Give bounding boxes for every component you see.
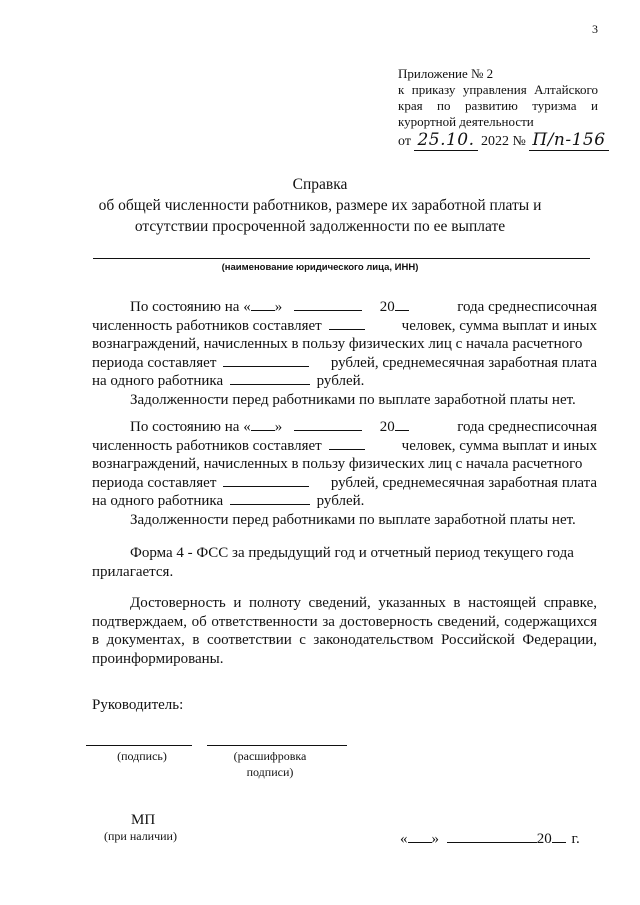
text: » xyxy=(431,831,439,847)
text: » xyxy=(274,419,283,435)
reliability-line-1: Достоверность и полноту сведений, указанных в настоящей справке, xyxy=(130,595,597,611)
blank-year xyxy=(395,418,409,431)
blank-employees xyxy=(329,437,365,450)
text: на одного работника xyxy=(92,373,224,389)
form4-line-1: Форма 4 - ФСС за предыдущий год и отчетный период текущего года xyxy=(130,545,574,561)
info-block-2 xyxy=(92,418,597,529)
annex-line-2: края по развитию туризма и xyxy=(398,98,598,113)
block2-line-5 xyxy=(92,492,597,511)
text: » xyxy=(274,299,283,315)
text: численность работников составляет xyxy=(92,317,322,334)
text: периода составляет xyxy=(92,474,217,491)
blank-month xyxy=(294,298,362,311)
annex-date-handwritten: 25.10. xyxy=(414,130,477,151)
document-title xyxy=(0,174,640,237)
reliability-line-2: подтверждаем, об ответственности за достоверность сведений, содержащихся xyxy=(92,613,597,630)
annex-number-handwritten: П/п-156 xyxy=(529,130,608,151)
annex-header xyxy=(398,66,606,150)
blank-employees xyxy=(329,317,365,330)
text: 20 xyxy=(379,299,395,315)
text: рублей, среднемесячная заработная плата xyxy=(330,354,597,371)
text: « xyxy=(400,831,408,847)
blank-avg-salary xyxy=(230,372,310,385)
block1-line-6: Задолженности перед работниками по выплате заработной платы нет. xyxy=(130,391,576,408)
text: года среднесписочная xyxy=(457,419,597,435)
text: г. xyxy=(571,831,580,847)
title-line-2: об общей численности работников, размере их заработной платы и xyxy=(98,197,542,214)
block1-line-2 xyxy=(92,317,597,336)
annex-date-line xyxy=(398,130,606,150)
block2-line-6: Задолженности перед работниками по выплате заработной платы нет. xyxy=(130,511,576,528)
blank-year xyxy=(395,298,409,311)
page-number: 3 xyxy=(592,22,598,36)
text: По состоянию на « xyxy=(130,299,251,315)
entity-name-line xyxy=(93,258,590,259)
text: периода составляет xyxy=(92,354,217,371)
annex-number-sign: № xyxy=(512,134,526,149)
form4-paragraph xyxy=(92,544,597,581)
blank-payments xyxy=(223,474,309,487)
signature-caption: (подпись) xyxy=(117,749,167,763)
reliability-line-4: проинформированы. xyxy=(92,650,224,667)
stamp-note: (при наличии) xyxy=(104,829,177,843)
block2-line-4 xyxy=(92,474,597,493)
block2-line-1 xyxy=(92,418,597,437)
decoding-caption-line-1: (расшифровка xyxy=(233,749,307,763)
text: на одного работника xyxy=(92,493,224,509)
stamp-label: МП xyxy=(131,812,156,828)
text: рублей. xyxy=(316,373,365,389)
block2-line-3: вознаграждений, начисленных в пользу физических лиц с начала расчетного xyxy=(92,456,583,472)
text: рублей, среднемесячная заработная плата xyxy=(330,474,597,491)
decoding-caption xyxy=(210,748,330,780)
block1-line-3: вознаграждений, начисленных в пользу физических лиц с начала расчетного xyxy=(92,336,583,352)
annex-from: от xyxy=(398,134,411,149)
head-label: Руководитель: xyxy=(92,697,184,713)
blank-day xyxy=(251,298,275,311)
text: 20 xyxy=(379,419,395,435)
decoding-caption-line-2: подписи) xyxy=(246,765,294,779)
block1-line-5 xyxy=(92,372,597,391)
title-line-3: отсутствии просроченной задолженности по ее выплате xyxy=(134,218,506,235)
text: численность работников составляет xyxy=(92,437,322,454)
block1-line-4 xyxy=(92,354,597,373)
entity-name-caption: (наименование юридического лица, ИНН) xyxy=(221,262,419,273)
text: человек, сумма выплат и иных xyxy=(401,437,597,454)
annex-year: 2022 xyxy=(481,134,510,149)
block1-line-1 xyxy=(92,298,597,317)
text: 20 xyxy=(536,831,552,847)
blank-year xyxy=(552,830,566,843)
footer-date xyxy=(400,830,580,848)
text: года среднесписочная xyxy=(457,299,597,315)
blank-day xyxy=(251,418,275,431)
text: человек, сумма выплат и иных xyxy=(401,317,597,334)
blank-month xyxy=(447,830,537,843)
info-block-1 xyxy=(92,298,597,409)
blank-month xyxy=(294,418,362,431)
annex-line-3: курортной деятельности xyxy=(398,114,534,129)
block2-line-2 xyxy=(92,437,597,456)
text: По состоянию на « xyxy=(130,419,251,435)
blank-avg-salary xyxy=(230,492,310,505)
annex-title: Приложение № 2 xyxy=(398,66,494,81)
annex-line-1: к приказу управления Алтайского xyxy=(398,82,598,97)
blank-payments xyxy=(223,354,309,367)
signature-line xyxy=(86,745,192,746)
reliability-line-3: в документах, в соответствии с законодательством Российской Федерации, xyxy=(92,632,597,648)
blank-day xyxy=(408,830,432,843)
title-line-1: Справка xyxy=(292,176,348,193)
form4-line-2: прилагается. xyxy=(92,563,174,580)
decoding-line xyxy=(207,745,347,746)
text: рублей. xyxy=(316,493,365,509)
reliability-paragraph xyxy=(92,594,597,668)
